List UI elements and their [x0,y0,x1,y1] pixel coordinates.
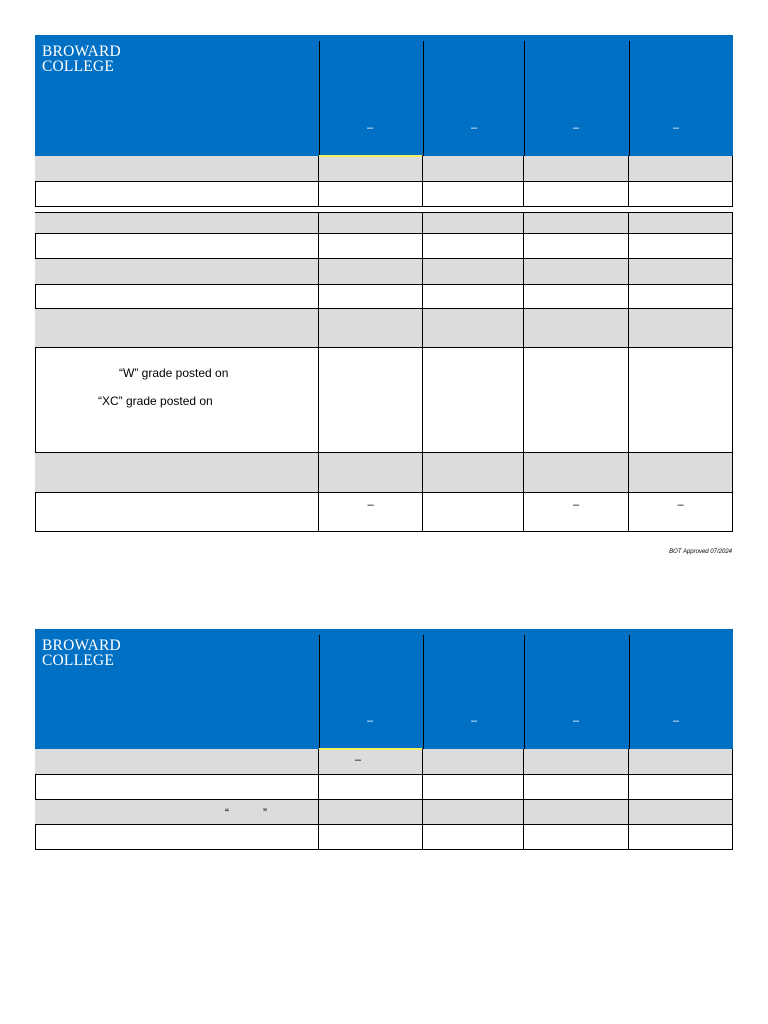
broward-college-logo: BROWARD COLLEGE [42,637,121,669]
table-row [35,800,733,825]
w-grade-note: “W” grade posted on [119,366,229,380]
schedule-table-2 [35,629,733,850]
table-header [35,35,733,156]
cell-mark: – [354,754,362,766]
close-quote: ” [263,806,267,820]
cell-mark: – [677,499,684,511]
table-row [35,453,733,493]
cell-mark: – [367,499,374,511]
schedule-table-1 [35,35,733,532]
column-header-mark: – [672,122,680,134]
column-header-mark: – [572,715,580,727]
column-header-mark: – [470,715,478,727]
table-row [35,285,733,309]
column-header-mark: – [366,122,374,134]
header-divider [423,635,424,749]
table-row [35,309,733,348]
column-header-mark: – [366,715,374,727]
header-divider [629,635,630,749]
column-header-mark: – [672,715,680,727]
header-divider [423,41,424,156]
table-row [35,156,733,182]
table-row [35,234,733,259]
header-divider [319,41,320,156]
table-row [35,493,733,532]
header-divider [524,41,525,156]
xc-grade-note: “XC” grade posted on [98,394,213,408]
table-row [35,348,733,453]
table-row [35,259,733,285]
table-row [35,775,733,800]
table-header [35,629,733,749]
header-divider [524,635,525,749]
cell-mark: – [572,499,580,511]
column-header-mark: – [470,122,478,134]
open-quote: “ [225,806,229,820]
table-row [35,182,733,207]
approval-footnote: BOT Approved 07/2024 [669,549,732,555]
table-row [35,825,733,850]
header-divider [319,635,320,749]
broward-college-logo: BROWARD COLLEGE [42,43,121,75]
header-divider [629,41,630,156]
table-row [35,212,733,234]
table-row [35,749,733,775]
column-header-mark: – [572,122,580,134]
